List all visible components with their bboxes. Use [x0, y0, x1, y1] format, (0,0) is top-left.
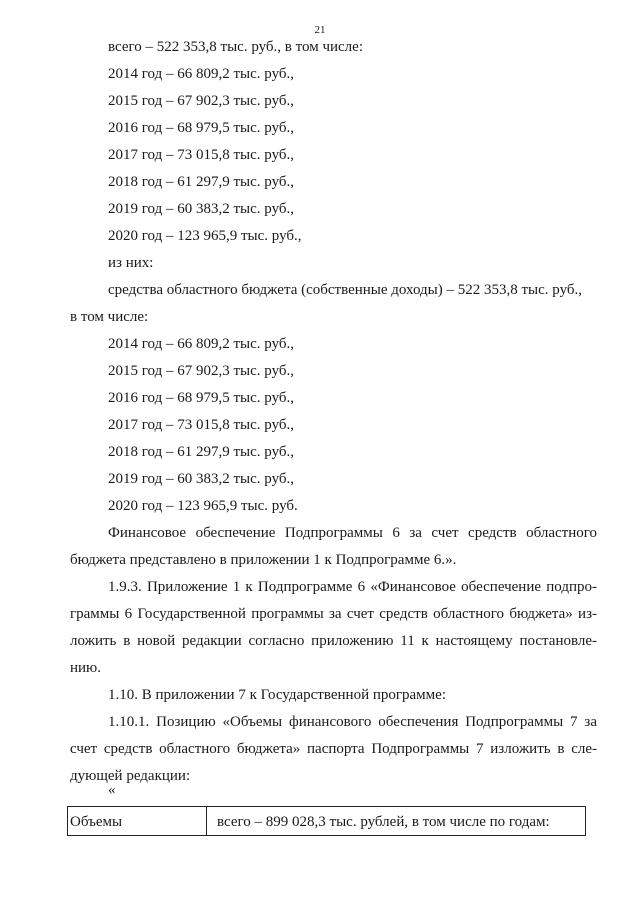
clause-1-10-1-line-1: 1.10.1. Позицию «Объемы финансового обеспечения Подпрограммы 7 за: [108, 714, 597, 730]
volumes-table: [67, 806, 586, 836]
clause-1-9-3-line-4: нию.: [70, 660, 102, 676]
clause-1-10-1-line-3: дующей редакции:: [70, 768, 191, 784]
budget-year-line-2016: 2016 год – 68 979,5 тыс. руб.,: [108, 390, 295, 406]
year-line-2018: 2018 год – 61 297,9 тыс. руб.,: [108, 174, 295, 190]
budget-source-line: средства областного бюджета (собственные доходы) – 522 353,8 тыс. руб.,: [108, 282, 583, 298]
opening-quote: «: [108, 782, 116, 798]
volumes-value-cell: всего – 899 028,3 тыс. рублей, в том числе по годам:: [217, 814, 550, 830]
clause-1-9-3-line-2: граммы 6 Государственной программы за счет средств областного бюджета» из-: [70, 606, 597, 622]
budget-year-line-2018: 2018 год – 61 297,9 тыс. руб.,: [108, 444, 295, 460]
year-line-2020: 2020 год – 123 965,9 тыс. руб.,: [108, 228, 302, 244]
budget-year-line-2020: 2020 год – 123 965,9 тыс. руб.: [108, 498, 298, 514]
clause-1-9-3-line-1: 1.9.3. Приложение 1 к Подпрограмме 6 «Финансовое обеспечение подпро-: [108, 579, 597, 595]
clause-1-10-1-line-2: счет средств областного бюджета» паспорта Подпрограммы 7 изложить в сле-: [70, 741, 597, 757]
year-line-2019: 2019 год – 60 383,2 тыс. руб.,: [108, 201, 295, 217]
page-number: 21: [314, 24, 326, 36]
total-line: всего – 522 353,8 тыс. руб., в том числе:: [108, 39, 363, 55]
budget-year-line-2019: 2019 год – 60 383,2 тыс. руб.,: [108, 471, 295, 487]
year-line-2014: 2014 год – 66 809,2 тыс. руб.,: [108, 66, 295, 82]
year-line-2017: 2017 год – 73 015,8 тыс. руб.,: [108, 147, 295, 163]
volumes-label-cell: Объемы: [68, 807, 207, 835]
financing-paragraph-line-1: Финансовое обеспечение Подпрограммы 6 за счет средств областного: [108, 525, 597, 541]
year-line-2015: 2015 год – 67 902,3 тыс. руб.,: [108, 93, 295, 109]
including-line: в том числе:: [70, 309, 149, 325]
budget-year-line-2015: 2015 год – 67 902,3 тыс. руб.,: [108, 363, 295, 379]
clause-1-9-3-line-3: ложить в новой редакции согласно приложению 11 к настоящему постановле-: [70, 633, 597, 649]
financing-paragraph-line-2: бюджета представлено в приложении 1 к Подпрограмме 6.».: [70, 552, 457, 568]
of-which-line: из них:: [108, 255, 154, 271]
clause-1-10: 1.10. В приложении 7 к Государственной программе:: [108, 687, 446, 703]
year-line-2016: 2016 год – 68 979,5 тыс. руб.,: [108, 120, 295, 136]
budget-year-line-2014: 2014 год – 66 809,2 тыс. руб.,: [108, 336, 295, 352]
budget-year-line-2017: 2017 год – 73 015,8 тыс. руб.,: [108, 417, 295, 433]
